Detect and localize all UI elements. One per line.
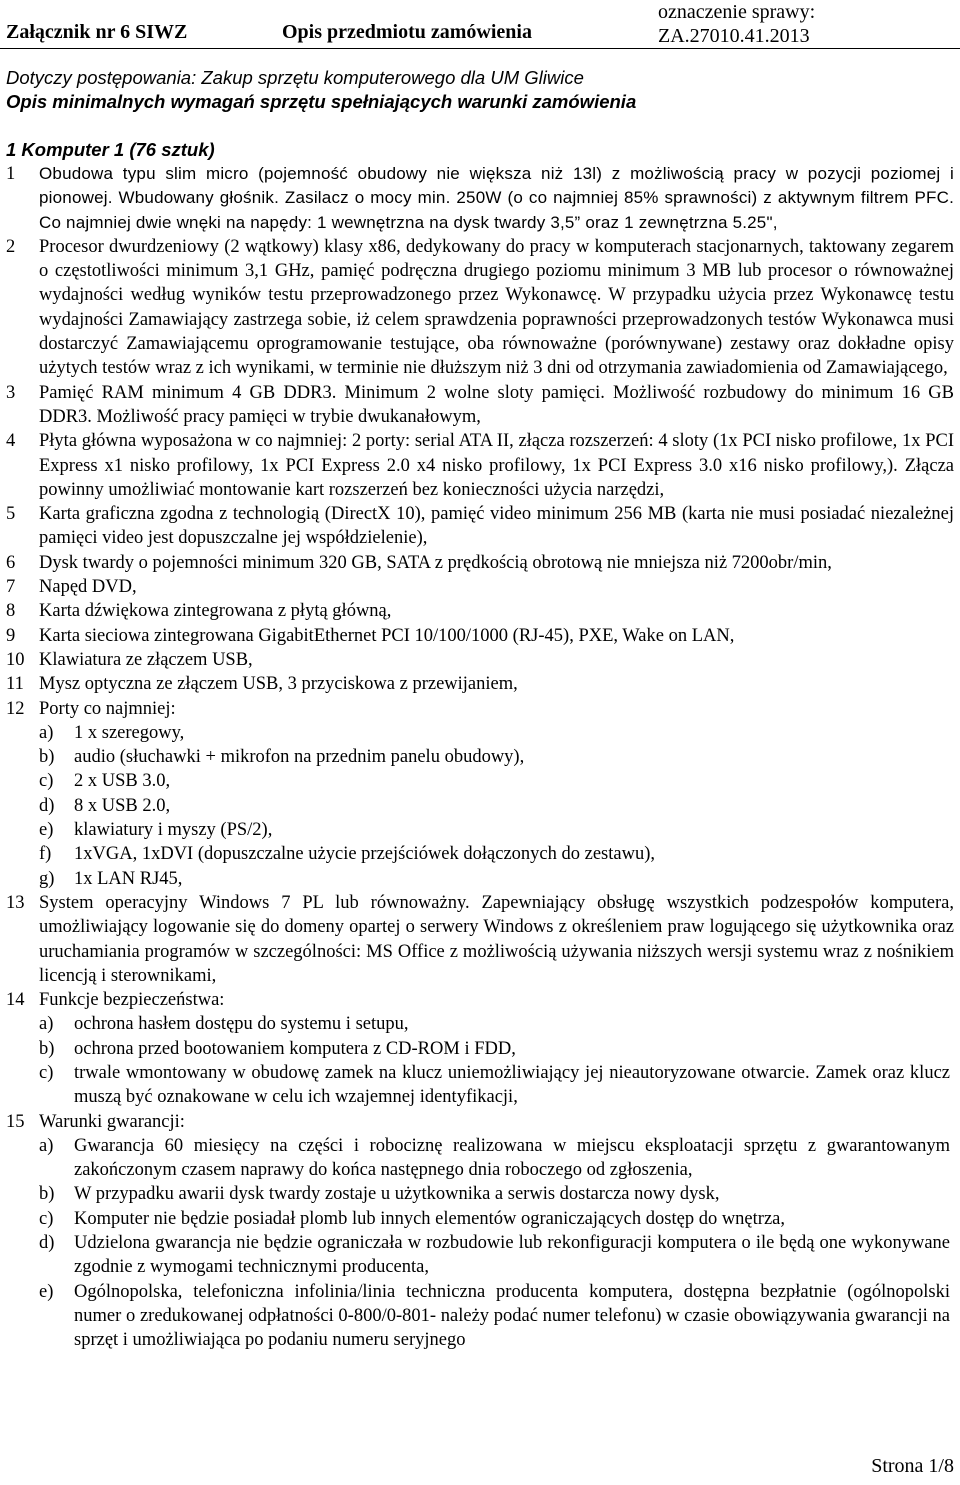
item-body (39, 988, 958, 1109)
list-item (0, 381, 958, 430)
attachment-label: Załącznik nr 6 SIWZ (6, 21, 188, 43)
sub-item (39, 818, 954, 842)
item-text: Karta dźwiękowa zintegrowana z płytą główną, (39, 601, 392, 622)
sub-item-letter: c) (39, 771, 54, 792)
item-number: 5 (6, 504, 16, 525)
sub-item-text: 1x LAN RJ45, (74, 868, 183, 889)
item-number: 9 (6, 625, 16, 646)
list-item (0, 162, 958, 235)
sub-item (39, 842, 954, 866)
list-item (0, 1110, 958, 1353)
requirements-heading: Opis minimalnych wymagań sprzętu spełniających warunki zamówienia (6, 91, 637, 112)
sub-item-letter: a) (39, 722, 54, 743)
list-item (0, 502, 958, 551)
sub-item-letter: e) (39, 820, 54, 841)
item-text: Klawiatura ze złączem USB, (39, 649, 253, 670)
list-item (0, 891, 958, 988)
sub-item (39, 867, 954, 891)
sub-item-letter: a) (39, 1135, 54, 1156)
item-body (39, 624, 958, 648)
list-item (0, 648, 958, 672)
sub-item-text: trwale wmontowany w obudowę zamek na klucz uniemożliwiający jej nieautoryzowane otwarcie. Zamek oraz klucz muszą być oznakowane w celu ich wzajemnej identyfikacji, (74, 1062, 950, 1108)
item-body (39, 672, 958, 696)
sub-item (39, 1134, 954, 1183)
case-reference: oznaczenie sprawy: ZA.27010.41.2013 (658, 1, 816, 48)
item-body (39, 162, 958, 235)
sub-item-letter: b) (39, 1184, 55, 1205)
list-item (0, 988, 958, 1109)
sub-item-text: 1 x szeregowy, (74, 722, 185, 743)
item-text: Funkcje bezpieczeństwa: (39, 990, 225, 1011)
item-text: Porty co najmniej: (39, 698, 176, 719)
item-text: Płyta główna wyposażona w co najmniej: 2 porty: serial ATA II, złącza rozszerzeń: 4 sloty (1x PCI nisko profilowe, 1x PCI Express x1 nisko profilowy, 1x PCI Express 2.0 x4 nisko profilowy, 1x PCI Express 3.0 x16 nisko profilowy,). Złącza powinny umożliwiać montowanie kart rozszerzeń bez konieczności użycia narzędzi, (39, 431, 954, 500)
item-text: Pamięć RAM minimum 4 GB DDR3. Minimum 2 wolne sloty pamięci. Możliwość rozbudowy do minimum 16 GB DDR3. Możliwość pracy pamięci w trybie dwukanałowym, (39, 382, 954, 427)
item-number: 10 (6, 649, 25, 670)
item-body (39, 429, 958, 502)
sub-item-text: 1xVGA, 1xDVI (dopuszczalne użycie przejściówek dołączonych do zestawu), (74, 844, 655, 865)
item-text: Warunki gwarancji: (39, 1111, 185, 1132)
item-body (39, 575, 958, 599)
list-item (0, 551, 958, 575)
list-item (0, 599, 958, 623)
sub-item-letter: b) (39, 1038, 55, 1059)
sub-item (39, 1061, 954, 1110)
spacer (0, 114, 958, 138)
sub-item-text: W przypadku awarii dysk twardy zostaje u użytkownika a serwis dostarcza nowy dysk, (74, 1184, 720, 1205)
item-text: Karta graficzna zgodna z technologią (DirectX 10), pamięć video minimum 256 MB (karta nie musi posiadać niezależnej pamięci video jest dopuszczalne jej współdzielenie), (39, 504, 954, 549)
item-text: Mysz optyczna ze złączem USB, 3 przyciskowa z przewijaniem, (39, 674, 518, 695)
list-item (0, 575, 958, 599)
item-body (39, 502, 958, 551)
item-number: 1 (6, 164, 16, 184)
section-title: 1 Komputer 1 (76 sztuk) (6, 139, 215, 160)
sub-item-text: Ogólnopolska, telefoniczna infolinia/linia techniczna producenta komputera, dostępna bezpłatnie (ogólnopolski numer o zredukowanej odpłatności 0-800/0-801- należy podać numer telefonu) w czasie obowiązywania gwarancji na sprzęt i umożliwiająca po podaniu numeru seryjnego (74, 1281, 950, 1351)
item-number: 11 (6, 674, 24, 695)
sub-item (39, 1037, 954, 1061)
sub-item-text: ochrona przed bootowaniem komputera z CD-ROM i FDD, (74, 1038, 516, 1059)
sub-item-text: Komputer nie będzie posiadał plomb lub innych elementów ograniczających dostęp do wnętrza, (74, 1208, 785, 1229)
list-item (0, 697, 958, 891)
item-number: 8 (6, 601, 16, 622)
sub-item-letter: f) (39, 844, 52, 865)
item-text: Dysk twardy o pojemności minimum 320 GB, SATA z prędkością obrotową nie mniejsza niż 7200obr/min, (39, 552, 832, 573)
document-body (0, 66, 958, 1353)
item-number: 13 (6, 892, 25, 913)
sub-item (39, 794, 954, 818)
item-text: Napęd DVD, (39, 577, 137, 598)
sub-item-letter: b) (39, 747, 55, 768)
item-body (39, 648, 958, 672)
sub-item (39, 1012, 954, 1036)
document-title: Opis przedmiotu zamówienia (282, 21, 532, 43)
sub-item-letter: c) (39, 1208, 54, 1229)
sub-item-letter: e) (39, 1281, 54, 1302)
page-header (0, 0, 960, 52)
item-body (39, 381, 958, 430)
list-item (0, 672, 958, 696)
sub-item (39, 745, 954, 769)
sub-item (39, 769, 954, 793)
item-body (39, 697, 958, 891)
sub-item-text: 2 x USB 3.0, (74, 771, 171, 792)
sub-item-text: 8 x USB 2.0, (74, 795, 171, 816)
requirements-list (0, 162, 958, 1353)
sub-item-text: audio (słuchawki + mikrofon na przednim panelu obudowy), (74, 747, 525, 768)
item-text: System operacyjny Windows 7 PL lub równoważny. Zapewniający obsługę wszystkich podzespołów komputera, umożliwiający logowanie się do domeny opartej o serwery Windows z określeniem praw logującego się użytkownika oraz uruchamiania programów w szczególności: MS Office z możliwością używania niższych wersji systemu wraz z nośnikiem licencją i sterownikami, (39, 892, 954, 986)
list-item (0, 235, 958, 381)
sub-item (39, 1207, 954, 1231)
item-body (39, 551, 958, 575)
sub-item-letter: a) (39, 1014, 54, 1035)
sub-item-letter: c) (39, 1062, 54, 1083)
item-number: 12 (6, 698, 25, 719)
sub-item-letter: d) (39, 795, 55, 816)
subject-line: Dotyczy postępowania: Zakup sprzętu komputerowego dla UM Gliwice (6, 67, 584, 88)
header-divider (0, 48, 960, 49)
item-body (39, 235, 958, 381)
item-text: Procesor dwurdzeniowy (2 wątkowy) klasy x86, dedykowany do pracy w komputerach stacjonarnych, taktowany zegarem o częstotliwości minimum 3,1 GHz, pamięć podręczna drugiego poziomu minimum 3 MB lub procesor o równoważnej wydajności według wyników testu przeprowadzonego przez Wykonawcę. W przypadku użycia przez Wykonawcę testu wydajności Zamawiający zastrzega sobie, iż celem sprawdzenia poprawności przeprowadzonych testów Wykonawca musi dostarczyć Zamawiającemu oprogramowanie testujące, oba równoważne (porównywane) zestawy oraz dokładne opisy użytych testów wraz z ich wynikami, w terminie nie dłuższym niż 3 dni od otrzymania zawiadomienia od Zamawiającego, (39, 236, 954, 379)
sub-item (39, 1182, 954, 1206)
sub-item (39, 1231, 954, 1280)
sub-item-text: Udzielona gwarancja nie będzie ograniczała w rozbudowie lub rekonfiguracji komputera o ile będą one wykonywane zgodnie z wymogami technicznymi producenta, (74, 1233, 950, 1278)
item-body (39, 891, 958, 988)
item-number: 14 (6, 990, 25, 1011)
item-number: 15 (6, 1111, 25, 1132)
item-number: 6 (6, 552, 16, 573)
item-text: Obudowa typu slim micro (pojemność obudowy nie większa niż 13l) z możliwością pracy w pozycji poziomej i pionowej. Wbudowany głośnik. Zasilacz o mocy min. 250W (o co najmniej 85% sprawności) z aktywnym filtrem PFC. Co najmniej dwie wnęki na napędy: 1 wewnętrzna na dysk twardy 3,5” oraz 1 zewnętrzna 5.25", (39, 164, 954, 232)
item-text: Karta sieciowa zintegrowana GigabitEthernet PCI 10/100/1000 (RJ-45), PXE, Wake on LAN, (39, 625, 735, 646)
sub-item-text: Gwarancja 60 miesięcy na części i robociznę realizowana w miejscu eksploatacji sprzętu z gwarantowanym zakończonym czasem naprawy do końca następnego dnia roboczego od zgłoszenia, (74, 1135, 950, 1181)
sub-item (39, 721, 954, 745)
item-number: 7 (6, 577, 16, 598)
sub-item-text: klawiatury i myszy (PS/2), (74, 820, 273, 841)
item-number: 2 (6, 236, 16, 257)
item-body (39, 599, 958, 623)
item-number: 4 (6, 431, 16, 452)
list-item (0, 624, 958, 648)
item-number: 3 (6, 382, 16, 403)
sub-item-letter: g) (39, 868, 55, 889)
sub-item (39, 1280, 954, 1353)
sub-item-text: ochrona hasłem dostępu do systemu i setupu, (74, 1014, 409, 1035)
page-number: Strona 1/8 (871, 1455, 954, 1477)
sub-item-letter: d) (39, 1233, 55, 1254)
item-body (39, 1110, 958, 1353)
list-item (0, 429, 958, 502)
